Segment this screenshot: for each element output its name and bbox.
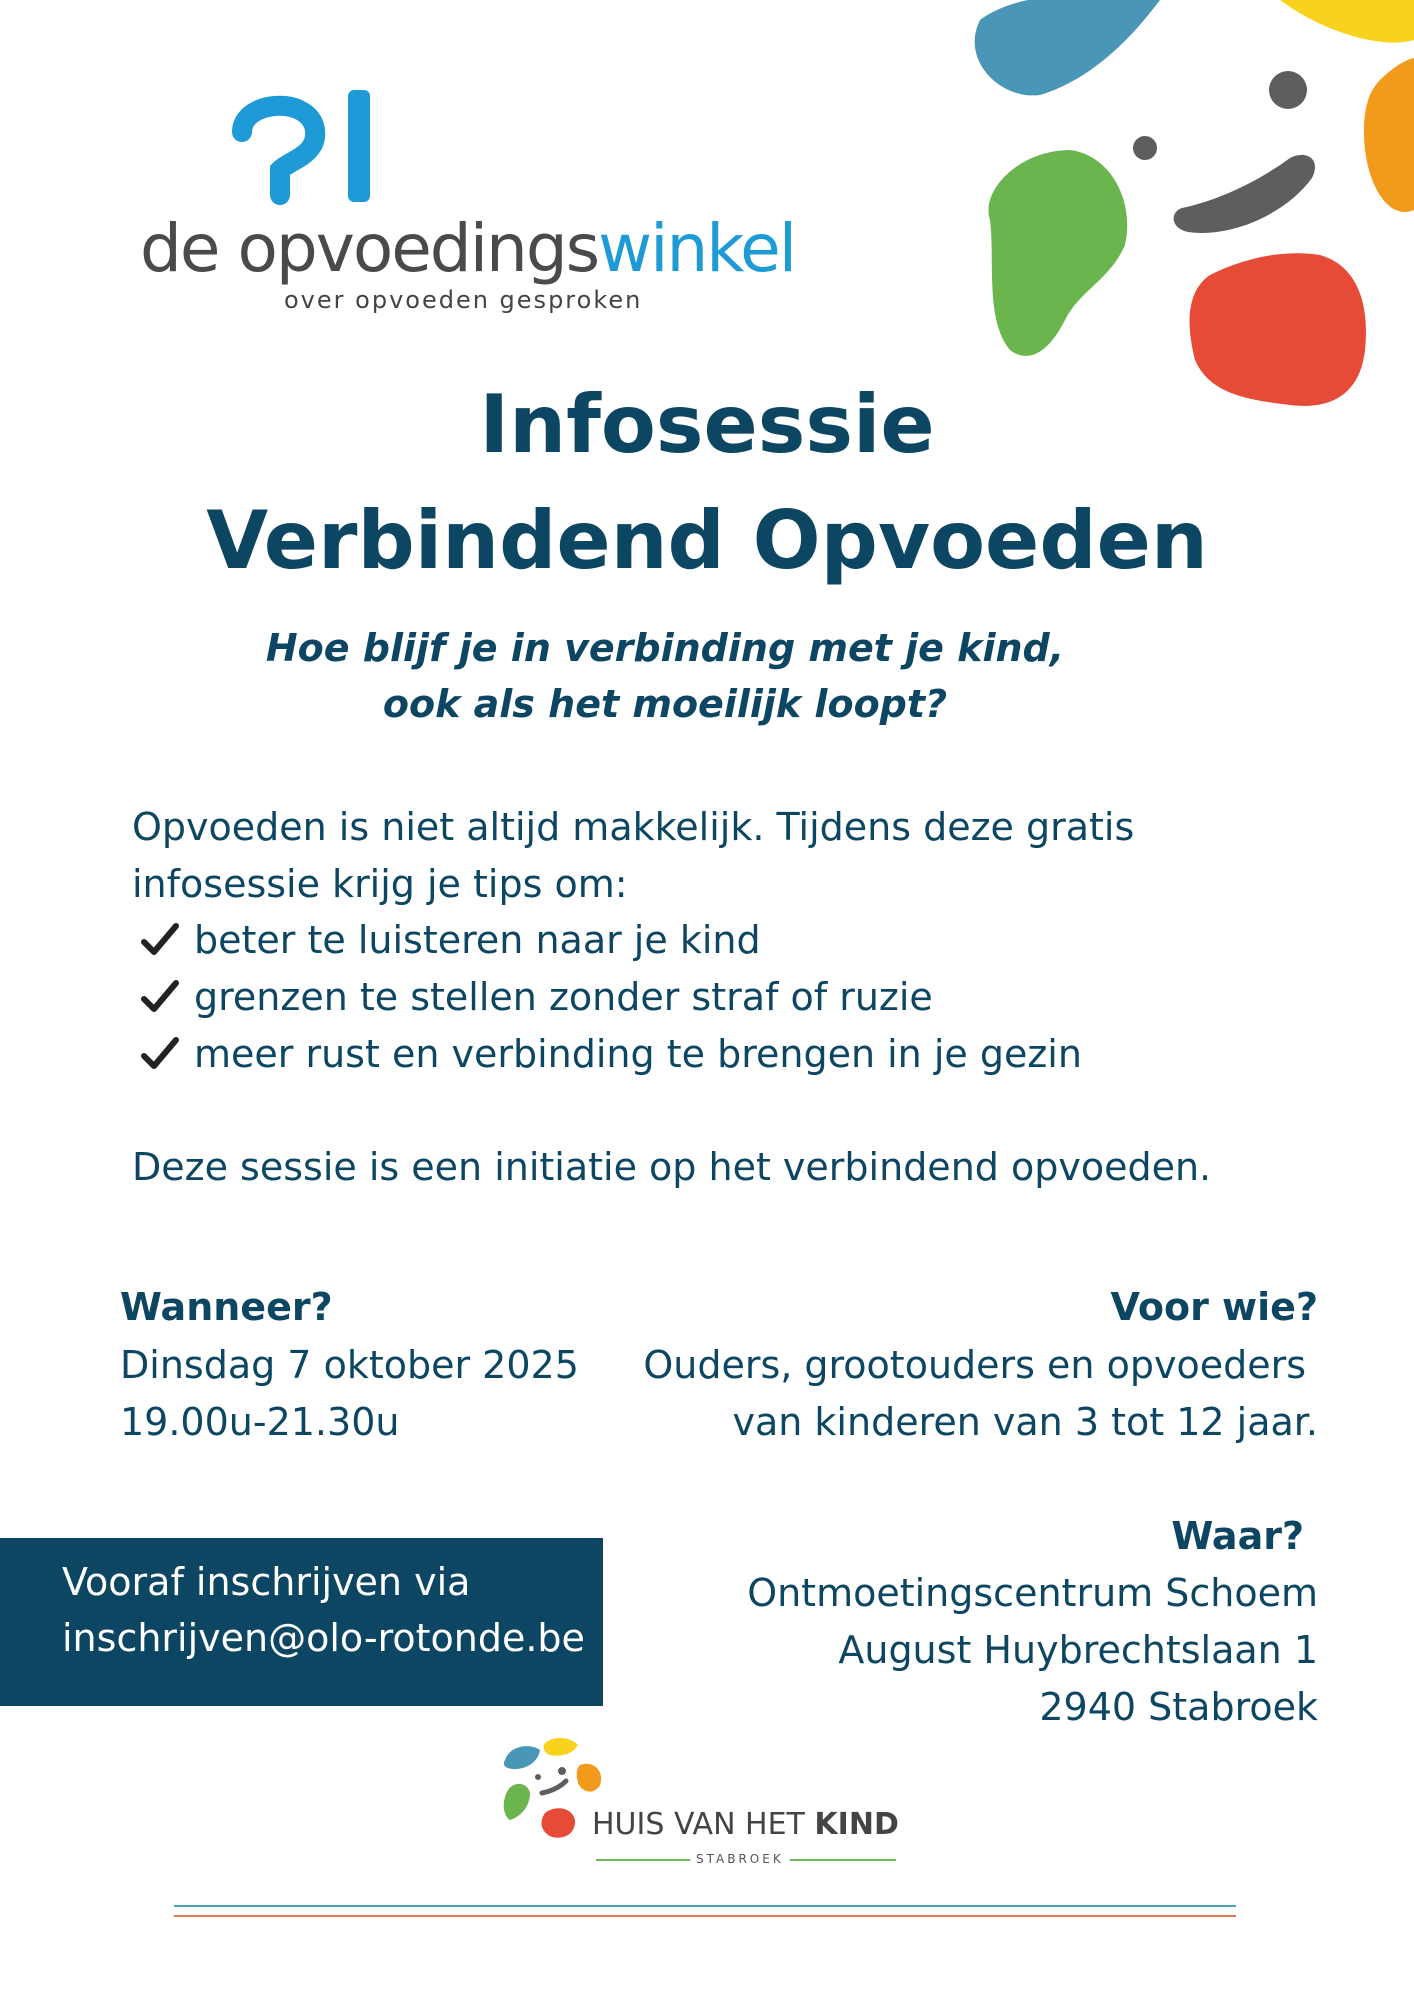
- opvoedingswinkel-logo: [140, 90, 796, 320]
- petal-yellow: [1280, 0, 1414, 43]
- tip-text: meer rust en verbinding te brengen in je gezin: [194, 1032, 1082, 1076]
- logo-wordmark: de opvoedingswinkel: [140, 210, 796, 287]
- intro-line1: Opvoeden is niet altijd makkelijk. Tijdens deze gratis: [132, 805, 1135, 849]
- mouth: [1174, 155, 1315, 233]
- tip-text: grenzen te stellen zonder straf of ruzie: [194, 975, 933, 1019]
- footer-line-blue: [174, 1905, 1236, 1907]
- checkmark-icon: [138, 918, 182, 962]
- petal-orange: [1364, 58, 1414, 212]
- footer-line-orange: [174, 1915, 1236, 1917]
- where-city: 2940 Stabroek: [1039, 1685, 1318, 1729]
- tip-item: [138, 975, 933, 1019]
- where-label: Waar?: [1171, 1514, 1304, 1558]
- eye-small: [1133, 136, 1157, 160]
- page-title-line2: Verbindend Opvoeden: [206, 494, 1208, 587]
- huis-van-het-kind-logo: [500, 1735, 910, 1875]
- who-label: Voor wie?: [1110, 1285, 1318, 1329]
- subtitle-line2: ook als het moeilijk loopt?: [382, 682, 948, 726]
- partner-name: HUIS VAN HET KIND: [592, 1807, 899, 1842]
- when-time: 19.00u-21.30u: [120, 1400, 400, 1444]
- closing-text: Deze sessie is een initiatie op het verbindend opvoeden.: [132, 1145, 1212, 1189]
- checkmark-icon: [138, 1032, 182, 1076]
- who-line2: van kinderen van 3 tot 12 jaar.: [732, 1400, 1318, 1444]
- petal-blue: [975, 0, 1160, 95]
- question-exclamation-icon: [220, 90, 380, 210]
- signup-email-link[interactable]: inschrijven@olo-rotonde.be: [62, 1616, 585, 1660]
- signup-text: Vooraf inschrijven via: [62, 1560, 471, 1604]
- when-label: Wanneer?: [120, 1285, 333, 1329]
- where-street: August Huybrechtslaan 1: [838, 1628, 1318, 1672]
- tip-item: [138, 918, 761, 962]
- when-date: Dinsdag 7 oktober 2025: [120, 1343, 579, 1387]
- intro-line2: infosessie krijg je tips om:: [132, 862, 628, 906]
- logo-tagline: over opvoeden gesproken: [284, 286, 643, 314]
- checkmark-icon: [138, 975, 182, 1019]
- signup-box: [0, 1538, 603, 1706]
- who-line1: Ouders, grootouders en opvoeders: [643, 1343, 1306, 1387]
- eye-large: [1269, 71, 1307, 109]
- tip-item: [138, 1032, 1082, 1076]
- subtitle-line1: Hoe blijf je in verbinding met je kind,: [265, 626, 1065, 670]
- tip-text: beter te luisteren naar je kind: [194, 918, 761, 962]
- where-venue: Ontmoetingscentrum Schoem: [747, 1571, 1318, 1615]
- page-title-line1: Infosessie: [479, 378, 935, 471]
- partner-location: STABROEK: [690, 1852, 790, 1866]
- flower-decoration: [960, 0, 1414, 420]
- petal-green: [988, 150, 1127, 356]
